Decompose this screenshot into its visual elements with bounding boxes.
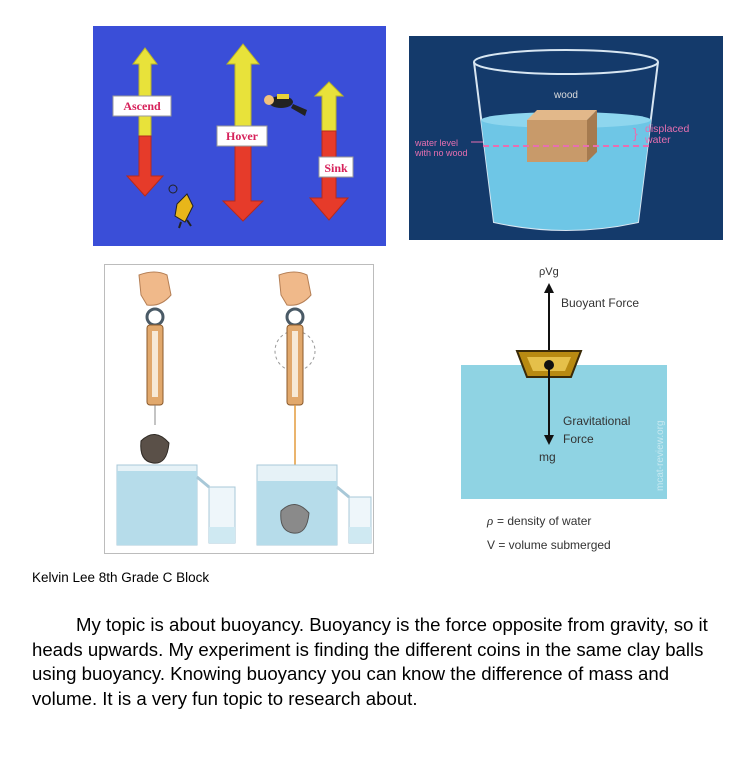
rho-v-g-label: ρVg: [539, 266, 559, 278]
center-point: [544, 360, 554, 370]
right-hand-icon: [279, 272, 311, 305]
wood-block: [527, 110, 597, 162]
legend-volume: V = volume submerged: [487, 538, 611, 552]
displaced-brace: }: [633, 125, 638, 141]
sink-arrows: [310, 82, 348, 220]
sink-label: Sink: [324, 161, 348, 175]
hover-label: Hover: [226, 129, 258, 143]
legend-rho-density: = density of water: [497, 514, 592, 528]
left-rock: [141, 434, 169, 463]
water-level-label-2: with no wood: [415, 148, 468, 158]
left-scale-hook: [147, 309, 163, 325]
mg-label: mg: [539, 450, 556, 464]
right-scale-window: [292, 331, 298, 397]
legend-rho-symbol: ρ: [487, 513, 494, 528]
ascend-arrows: [127, 48, 163, 196]
gravitational-label-2: Force: [563, 432, 594, 446]
gravitational-label-1: Gravitational: [563, 414, 631, 428]
topic-paragraph: [32, 613, 732, 711]
displaced-water-glass-illustration: [409, 36, 723, 240]
right-scale-hook: [287, 309, 303, 325]
buoyant-force-label: Buoyant Force: [561, 296, 640, 310]
watermark: mcat-review.org: [655, 420, 666, 491]
left-scale-window: [152, 331, 158, 397]
water-level-label-1: water level: [415, 138, 459, 148]
ascend-hover-sink-illustration: [93, 26, 386, 246]
topic-paragraph-text: My topic is about buoyancy. Buoyancy is the force opposite from gravity, so it heads upwards. My experiment is finding the different coins in the same clay balls using buoyancy. Knowing buoyancy you can know the difference of mass and volume. It is a very fun topic to research about.: [32, 614, 708, 709]
cartoon-fish-icon: [169, 185, 193, 228]
ascend-label: Ascend: [123, 99, 161, 113]
right-beaker: [257, 465, 371, 545]
author-caption: Kelvin Lee 8th Grade C Block: [32, 570, 210, 585]
displaced-label-1: displaced: [645, 123, 690, 135]
spring-scale-experiment-illustration: [104, 264, 374, 554]
scuba-diver-icon: [264, 94, 307, 116]
left-beaker: [117, 465, 235, 545]
left-hand-icon: [139, 272, 171, 305]
glass-rim: [474, 50, 658, 74]
wood-label: wood: [554, 90, 578, 101]
buoyant-force-diagram: [453, 261, 685, 561]
displaced-label-2: water: [645, 134, 671, 146]
